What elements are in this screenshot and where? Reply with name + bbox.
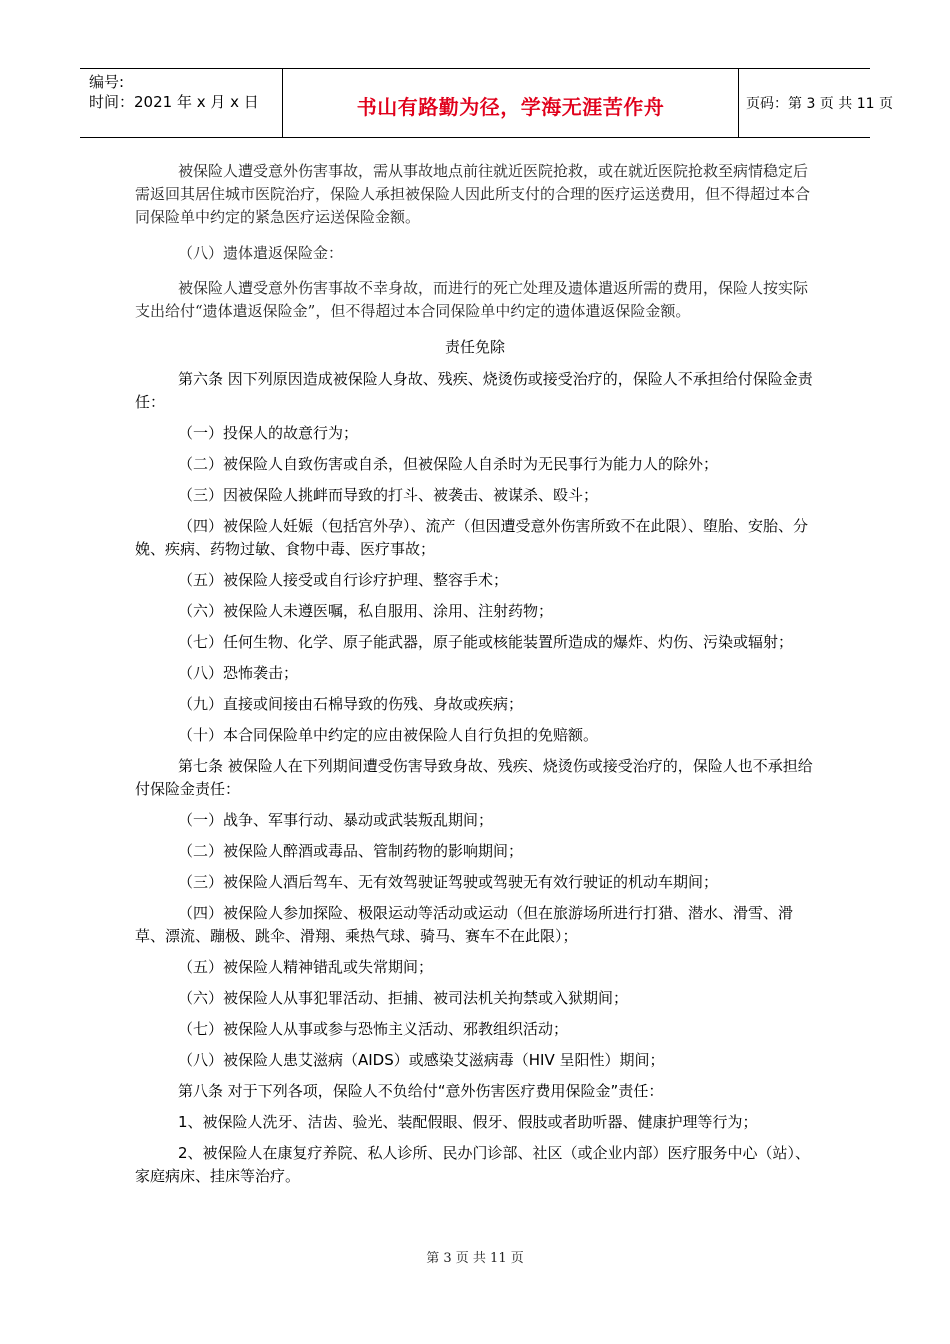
header-page-label: 页码：第 3 页 共 11 页 xyxy=(746,96,893,112)
article-6-item-4: （四）被保险人妊娠（包括宫外孕）、流产（但因遭受意外伤害所致不在此限）、堕胎、安胎、分娩、疾病、药物过敏、食物中毒、医疗事故； xyxy=(135,517,809,558)
document-body xyxy=(135,160,815,1196)
header-left-cell xyxy=(80,69,282,137)
article-7-item-4: （四）被保险人参加探险、极限运动等活动或运动（但在旅游场所进行打猎、潜水、滑雪、滑草、漂流、蹦极、跳伞、滑翔、乘热气球、骑马、赛车不在此限）； xyxy=(135,904,794,945)
paragraph-remains-repatriation: 被保险人遭受意外伤害事故不幸身故，而进行的死亡处理及遗体遣返所需的费用，保险人按实际支出给付“遗体遣返保险金”，但不得超过本合同保险单中约定的遗体遣返保险金额。 xyxy=(135,279,809,320)
header-motto: 书山有路勤为径，学海无涯苦作舟 xyxy=(356,95,665,119)
article-8-item-1: 1、被保险人洗牙、洁齿、验光、装配假眼、假牙、假肢或者助听器、健康护理等行为； xyxy=(178,1113,758,1131)
article-6-item-6: （六）被保险人未遵医嘱，私自服用、涂用、注射药物； xyxy=(178,602,554,620)
article-6-item-1: （一）投保人的故意行为； xyxy=(178,424,359,442)
header-right-cell xyxy=(738,69,893,137)
section-title-exclusions: 责任免除 xyxy=(444,338,505,356)
article-6-item-3: （三）因被保险人挑衅而导致的打斗、被袭击、被谋杀、殴斗； xyxy=(178,486,599,504)
page-header xyxy=(80,68,893,138)
article-6-item-2: （二）被保险人自致伤害或自杀，但被保险人自杀时为无民事行为能力人的除外； xyxy=(178,455,719,473)
article-8-item-2: 2、被保险人在康复疗养院、私人诊所、民办门诊部、社区（或企业内部）医疗服务中心（站）、家庭病床、挂床等治疗。 xyxy=(135,1144,811,1185)
header-middle-cell xyxy=(282,69,739,137)
article-6-item-7: （七）任何生物、化学、原子能武器，原子能或核能装置所造成的爆炸、灼伤、污染或辐射； xyxy=(178,633,794,651)
article-7-item-1: （一）战争、军事行动、暴动或武装叛乱期间； xyxy=(178,811,494,829)
paragraph-emergency-transport: 被保险人遭受意外伤害事故，需从事故地点前往就近医院抢救，或在就近医院抢救至病情稳定后需返回其居住城市医院治疗，保险人承担被保险人因此所支付的合理的医疗运送费用，但不得超过本合同保险单中约定的紧急医疗运送保险金额。 xyxy=(135,162,811,226)
article-7-item-6: （六）被保险人从事犯罪活动、拒捕、被司法机关拘禁或入狱期间； xyxy=(178,989,629,1007)
article-8: 第八条 对于下列各项，保险人不负给付“意外伤害医疗费用保险金”责任： xyxy=(178,1082,664,1100)
article-6-item-10: （十）本合同保险单中约定的应由被保险人自行负担的免赔额。 xyxy=(178,726,599,744)
article-6-item-9: （九）直接或间接由石棉导致的伤残、身故或疾病； xyxy=(178,695,524,713)
article-7-item-3: （三）被保险人酒后驾车、无有效驾驶证驾驶或驾驶无有效行驶证的机动车期间； xyxy=(178,873,719,891)
article-6-item-8: （八）恐怖袭击； xyxy=(178,664,299,682)
article-7-item-7: （七）被保险人从事或参与恐怖主义活动、邪教组织活动； xyxy=(178,1020,569,1038)
number-label: 编号: xyxy=(89,73,125,91)
article-7-item-5: （五）被保险人精神错乱或失常期间； xyxy=(178,958,434,976)
article-6-item-5: （五）被保险人接受或自行诊疗护理、整容手术； xyxy=(178,571,509,589)
time-label: 时间：2021 年 x 月 x 日 xyxy=(89,93,259,111)
page-footer: 第 3 页 共 11 页 xyxy=(426,1251,524,1266)
article-7-item-2: （二）被保险人醉酒或毒品、管制药物的影响期间； xyxy=(178,842,524,860)
article-6: 第六条 因下列原因造成被保险人身故、残疾、烧烫伤或接受治疗的，保险人不承担给付保险金责任： xyxy=(135,370,813,411)
article-7-item-8: （八）被保险人患艾滋病（AIDS）或感染艾滋病毒（HIV 呈阳性）期间； xyxy=(178,1051,665,1069)
article-7: 第七条 被保险人在下列期间遭受伤害导致身故、残疾、烧烫伤或接受治疗的，保险人也不承担给付保险金责任： xyxy=(135,757,813,798)
heading-remains-repatriation: （八）遗体遣返保险金： xyxy=(178,244,344,262)
